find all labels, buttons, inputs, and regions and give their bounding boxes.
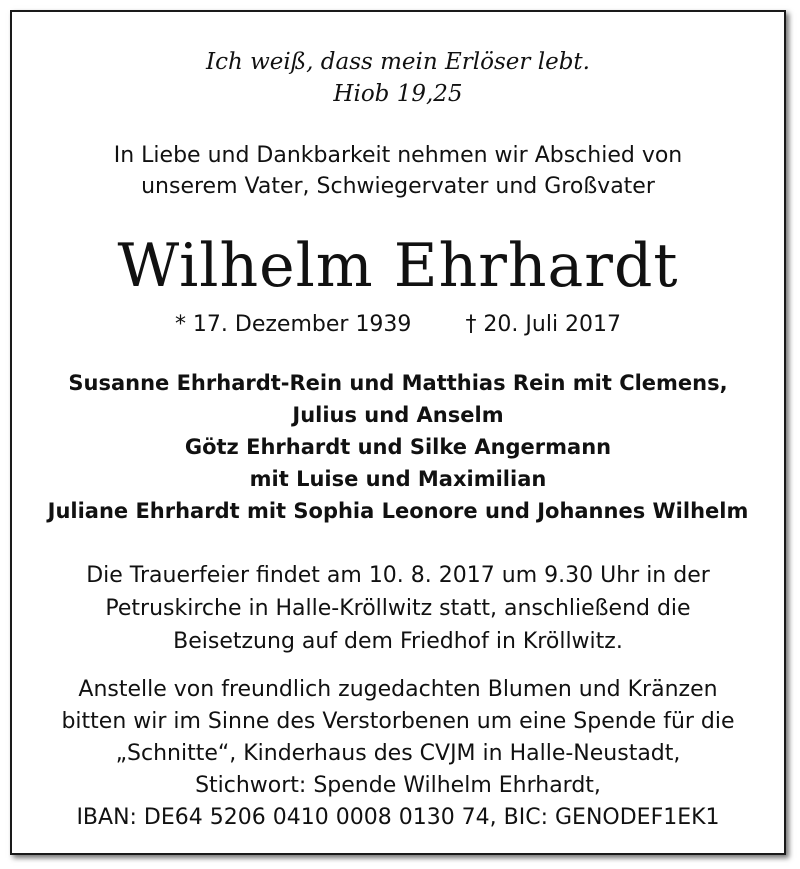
birth-date: * 17. Dezember 1939 <box>174 312 412 337</box>
service-line: Die Trauerfeier findet am 10. 8. 2017 um 9.30 Uhr in der <box>86 563 710 588</box>
donation-line: Anstelle von freundlich zugedachten Blumen und Kränzen <box>78 677 718 702</box>
funeral-service-info <box>12 559 784 658</box>
intro-line: unserem Vater, Schwiegervater und Großvater <box>141 174 655 199</box>
death-date: † 20. Juli 2017 <box>465 312 622 337</box>
family-line: mit Luise und Maximilian <box>249 467 547 491</box>
donation-info <box>12 674 784 834</box>
family-line: Juliane Ehrhardt mit Sophia Leonore und Johannes Wilhelm <box>47 499 749 523</box>
service-line: Petruskirche in Halle-Kröllwitz statt, anschließend die <box>105 596 691 621</box>
verse-quote: Ich weiß, dass mein Erlöser lebt. <box>206 49 590 75</box>
donation-line: bitten wir im Sinne des Verstorbenen um eine Spende für die <box>61 709 735 734</box>
service-line: Beisetzung auf dem Friedhof in Kröllwitz. <box>173 629 623 654</box>
family-line: Susanne Ehrhardt-Rein und Matthias Rein mit Clemens, <box>68 371 728 395</box>
donation-line: Stichwort: Spende Wilhelm Ehrhardt, <box>195 773 601 798</box>
family-line: Götz Ehrhardt und Silke Angermann <box>184 435 612 459</box>
verse-source: Hiob 19,25 <box>333 81 463 107</box>
donation-line: „Schnitte“, Kinderhaus des CVJM in Halle-Neustadt, <box>115 741 681 766</box>
obituary-notice <box>10 10 786 855</box>
life-dates <box>12 310 784 340</box>
bible-verse <box>12 46 784 110</box>
intro-line: In Liebe und Dankbarkeit nehmen wir Abschied von <box>113 143 683 168</box>
deceased-name: Wilhelm Ehrhardt <box>117 231 679 301</box>
family-members <box>12 367 784 527</box>
intro-text <box>12 140 784 202</box>
family-line: Julius und Anselm <box>292 403 504 427</box>
bank-details: IBAN: DE64 5206 0410 0008 0130 74, BIC: GENODEF1EK1 <box>76 805 720 830</box>
